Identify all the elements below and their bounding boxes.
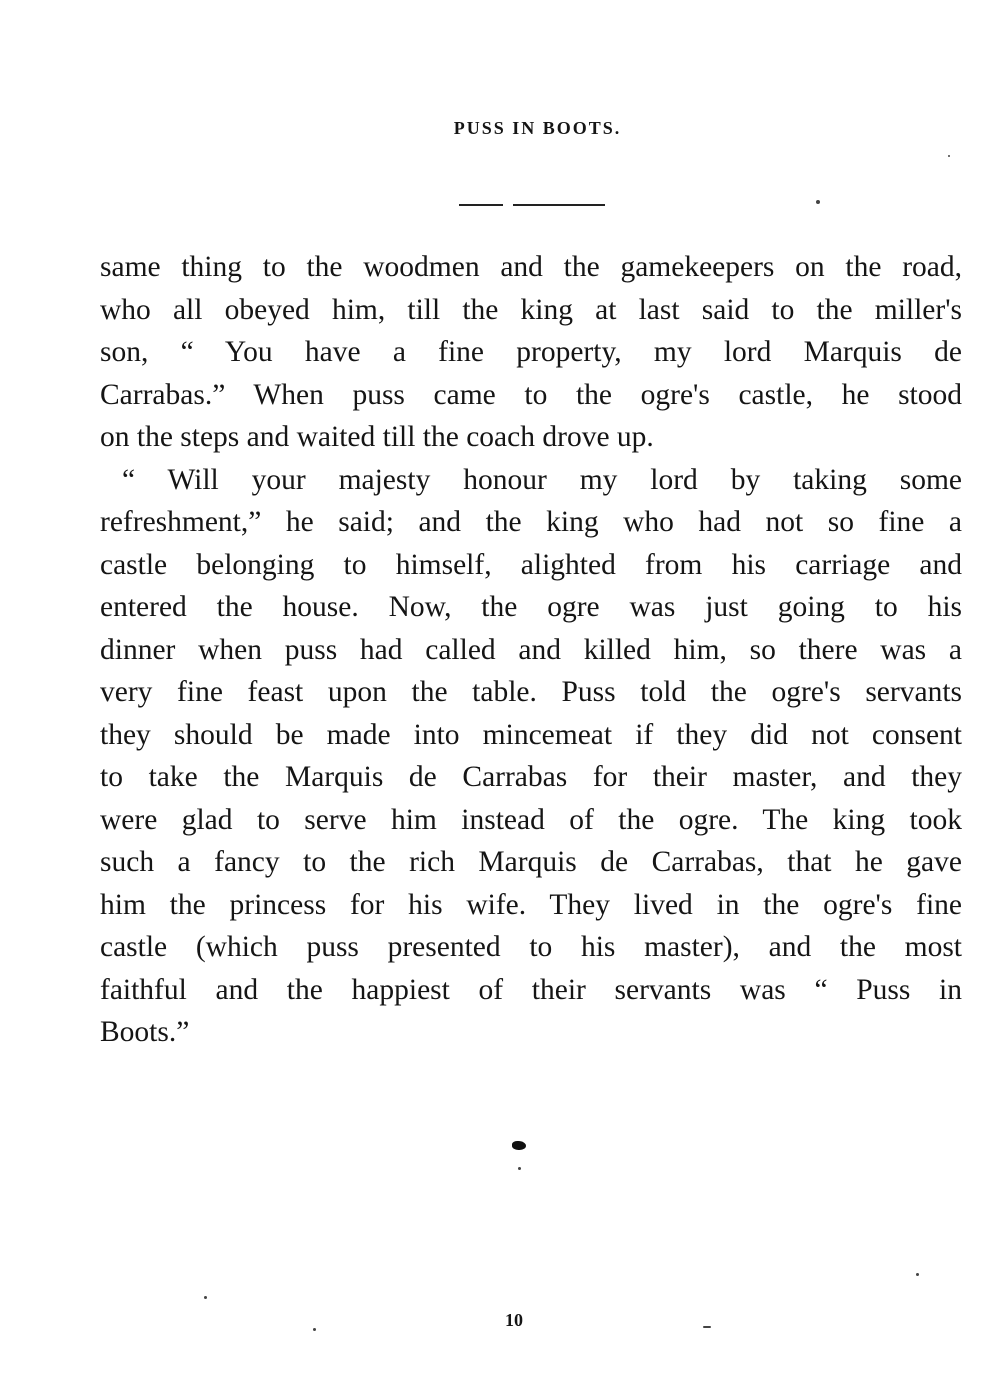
print-speck xyxy=(916,1273,919,1276)
text-line: very fine feast upon the table. Puss told the ogre's servants xyxy=(100,676,962,708)
print-speck xyxy=(703,1326,711,1328)
paragraph-end-line: on the steps and waited till the coach drove up. xyxy=(100,421,654,453)
text-line: to take the Marquis de Carrabas for their master, and they xyxy=(100,761,962,793)
text-line: castle belonging to himself, alighted from his carriage and xyxy=(100,548,962,581)
header-rule-left xyxy=(459,204,503,206)
header-rule-right xyxy=(513,204,605,206)
text-line: such a fancy to the rich Marquis de Carrabas, that he gave xyxy=(100,846,962,878)
print-speck xyxy=(518,1167,521,1170)
running-head-title: PUSS IN BOOTS. xyxy=(453,118,622,138)
text-line: same thing to the woodmen and the gamekeepers on the road, xyxy=(100,251,962,283)
text-line: entered the house. Now, the ogre was just going to his xyxy=(100,591,962,623)
body-text xyxy=(100,246,962,1054)
text-line: him the princess for his wife. They lived in the ogre's fine xyxy=(100,888,962,921)
text-line: refreshment,” he said; and the king who had not so fine a xyxy=(100,506,962,538)
text-line: faithful and the happiest of their servants was “ Puss in xyxy=(100,973,962,1006)
text-line: castle (which puss presented to his master), and the most xyxy=(100,931,962,963)
print-speck xyxy=(948,155,950,157)
print-speck xyxy=(204,1296,207,1299)
text-line: they should be made into mincemeat if they did not consent xyxy=(100,718,962,751)
ink-blot-ornament xyxy=(512,1141,526,1150)
text-line: were glad to serve him instead of the ogre. The king took xyxy=(100,803,962,836)
text-line: son, “ You have a fine property, my lord Marquis de xyxy=(100,336,962,368)
page-number: 10 xyxy=(505,1310,523,1330)
print-speck xyxy=(313,1328,316,1331)
print-speck xyxy=(816,200,820,204)
text-line: Carrabas.” When puss came to the ogre's castle, he stood xyxy=(100,378,962,411)
text-line: dinner when puss had called and killed him, so there was a xyxy=(100,633,962,666)
paragraph-start-line: “ Will your majesty honour my lord by taking some xyxy=(122,463,962,496)
text-line: who all obeyed him, till the king at last said to the miller's xyxy=(100,293,962,326)
paragraph-end-line: Boots.” xyxy=(100,1016,190,1048)
